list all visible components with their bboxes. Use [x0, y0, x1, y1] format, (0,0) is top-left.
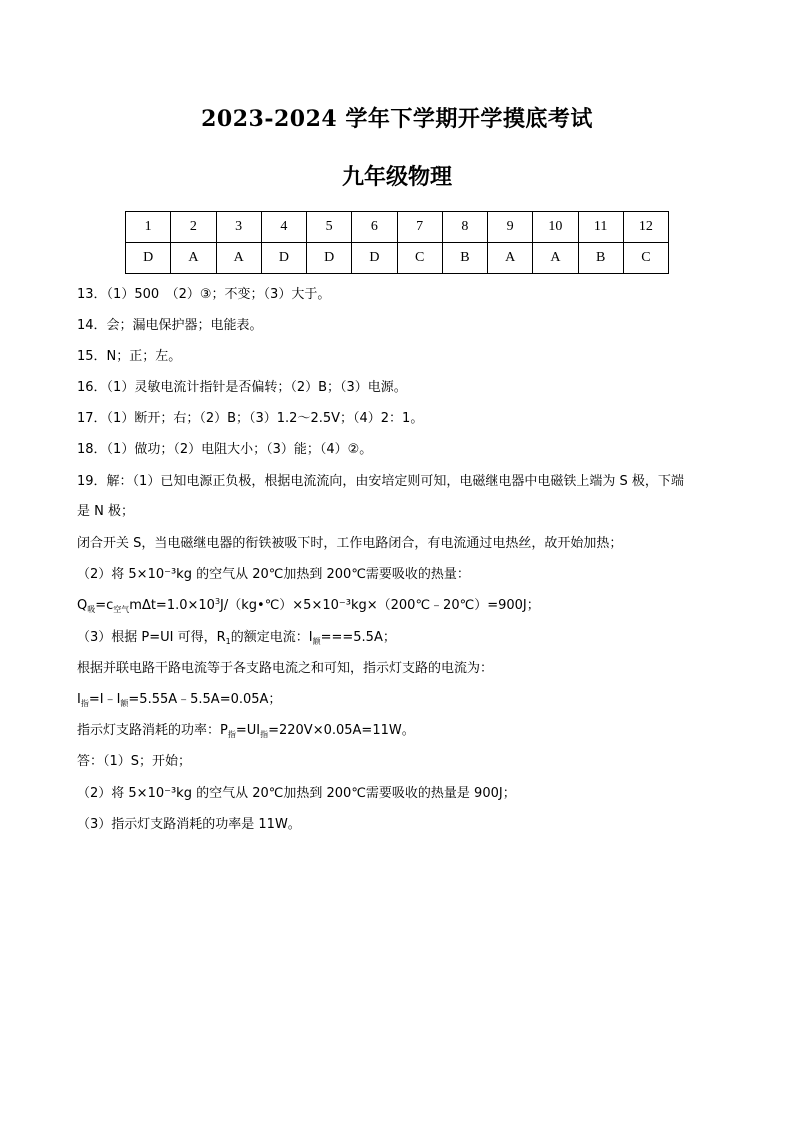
final-answer-line-3: （3）指示灯支路消耗的功率是 11W。 [77, 817, 301, 832]
answer-line-q14: 14．会；漏电保护器；电能表。 [77, 318, 263, 333]
formula-text: 指示灯支路消耗的功率：P [77, 723, 228, 738]
question-number-cell: 5 [307, 212, 352, 243]
question-number-cell: 2 [171, 212, 216, 243]
exam-subtitle: 九年级物理 [341, 164, 452, 190]
final-answer-line-1: 答：（1）S；开始； [77, 754, 192, 769]
answer-line-q17: 17．（1）断开；右；（2）B；（3）1.2～2.5V；（4）2：1。 [77, 411, 424, 426]
answer-table-answer-row [126, 243, 669, 274]
answer-cell: D [126, 243, 171, 274]
formula-superscript: 3 [214, 597, 221, 606]
answer-cell: D [307, 243, 352, 274]
formula-text: mΔt=1.0×10 [129, 598, 215, 613]
answer-cell: A [171, 243, 216, 274]
answer-line-q19-part3: 闭合开关 S，当电磁继电器的衔铁被吸下时，工作电路闭合，有电流通过电热丝，故开始加热； [77, 536, 623, 551]
answer-table-number-row [126, 212, 669, 243]
formula-subscript: 1 [225, 637, 231, 646]
question-number-cell: 3 [216, 212, 261, 243]
question-number-cell: 4 [261, 212, 306, 243]
formula-text: ===5.5A； [320, 630, 396, 645]
question-number-cell: 7 [397, 212, 442, 243]
final-answer-line-2: （2）将 5×10⁻³kg 的空气从 20℃加热到 200℃需要吸收的热量是 900J； [77, 786, 516, 801]
exam-title: 2023-2024 学年下学期开学摸底考试 [201, 106, 593, 132]
question-number-cell: 12 [623, 212, 668, 243]
formula-text: =5.55A﹣5.5A=0.05A； [128, 692, 282, 707]
answer-table [125, 211, 669, 274]
answer-line-q19-part2: 是 N 极； [77, 504, 134, 519]
question-number-cell: 1 [126, 212, 171, 243]
formula-text: =c [95, 598, 114, 613]
current-formula-line [77, 626, 396, 647]
answer-cell: A [488, 243, 533, 274]
question-number-cell: 9 [488, 212, 533, 243]
heat-formula-line [77, 594, 540, 615]
formula-text: I [77, 692, 81, 707]
answer-cell: C [397, 243, 442, 274]
answer-cell: D [352, 243, 397, 274]
answer-cell: D [261, 243, 306, 274]
formula-text: Q [77, 598, 88, 613]
formula-subscript: 额 [312, 637, 321, 646]
formula-text: =UI [235, 723, 261, 738]
formula-subscript: 吸 [87, 605, 96, 614]
formula-text: 的额定电流：I [230, 630, 313, 645]
indicator-power-line [77, 719, 415, 740]
formula-subscript: 额 [120, 699, 129, 708]
answer-line-q15: 15．N；正；左。 [77, 349, 182, 364]
formula-subscript: 空气 [113, 605, 130, 614]
question-number-cell: 6 [352, 212, 397, 243]
answer-cell: C [623, 243, 668, 274]
formula-text: =I﹣I [88, 692, 121, 707]
answer-cell: B [442, 243, 487, 274]
answer-line-q18: 18．（1）做功；（2）电阻大小；（3）能；（4）②。 [77, 442, 373, 457]
question-number-cell: 10 [533, 212, 578, 243]
answer-line-q16: 16．（1）灵敏电流计指针是否偏转；（2）B；（3）电源。 [77, 380, 407, 395]
formula-text: （3）根据 P=UI 可得，R [77, 630, 226, 645]
indicator-current-line [77, 688, 281, 709]
formula-text: J/（kg•℃）×5×10⁻³kg×（200℃﹣20℃）=900J； [220, 598, 540, 613]
formula-subscript: 指 [80, 699, 89, 708]
answer-line-q19-part1: 19．解：（1）已知电源正负极，根据电流流向，由安培定则可知，电磁继电器中电磁铁上端为 S 极，下端 [77, 474, 684, 489]
answer-cell: A [216, 243, 261, 274]
formula-subscript: 指 [260, 730, 269, 739]
question-number-cell: 11 [578, 212, 623, 243]
formula-subscript: 指 [227, 730, 236, 739]
answer-cell: A [533, 243, 578, 274]
answer-line-q19-parallel: 根据并联电路干路电流等于各支路电流之和可知，指示灯支路的电流为： [77, 661, 494, 676]
answer-line-q13: 13．（1）500 （2）③；不变；（3）大于。 [77, 287, 331, 302]
answer-cell: B [578, 243, 623, 274]
formula-text: =220V×0.05A=11W。 [268, 723, 415, 738]
question-number-cell: 8 [442, 212, 487, 243]
answer-line-q19-part4: （2）将 5×10⁻³kg 的空气从 20℃加热到 200℃需要吸收的热量： [77, 567, 470, 582]
